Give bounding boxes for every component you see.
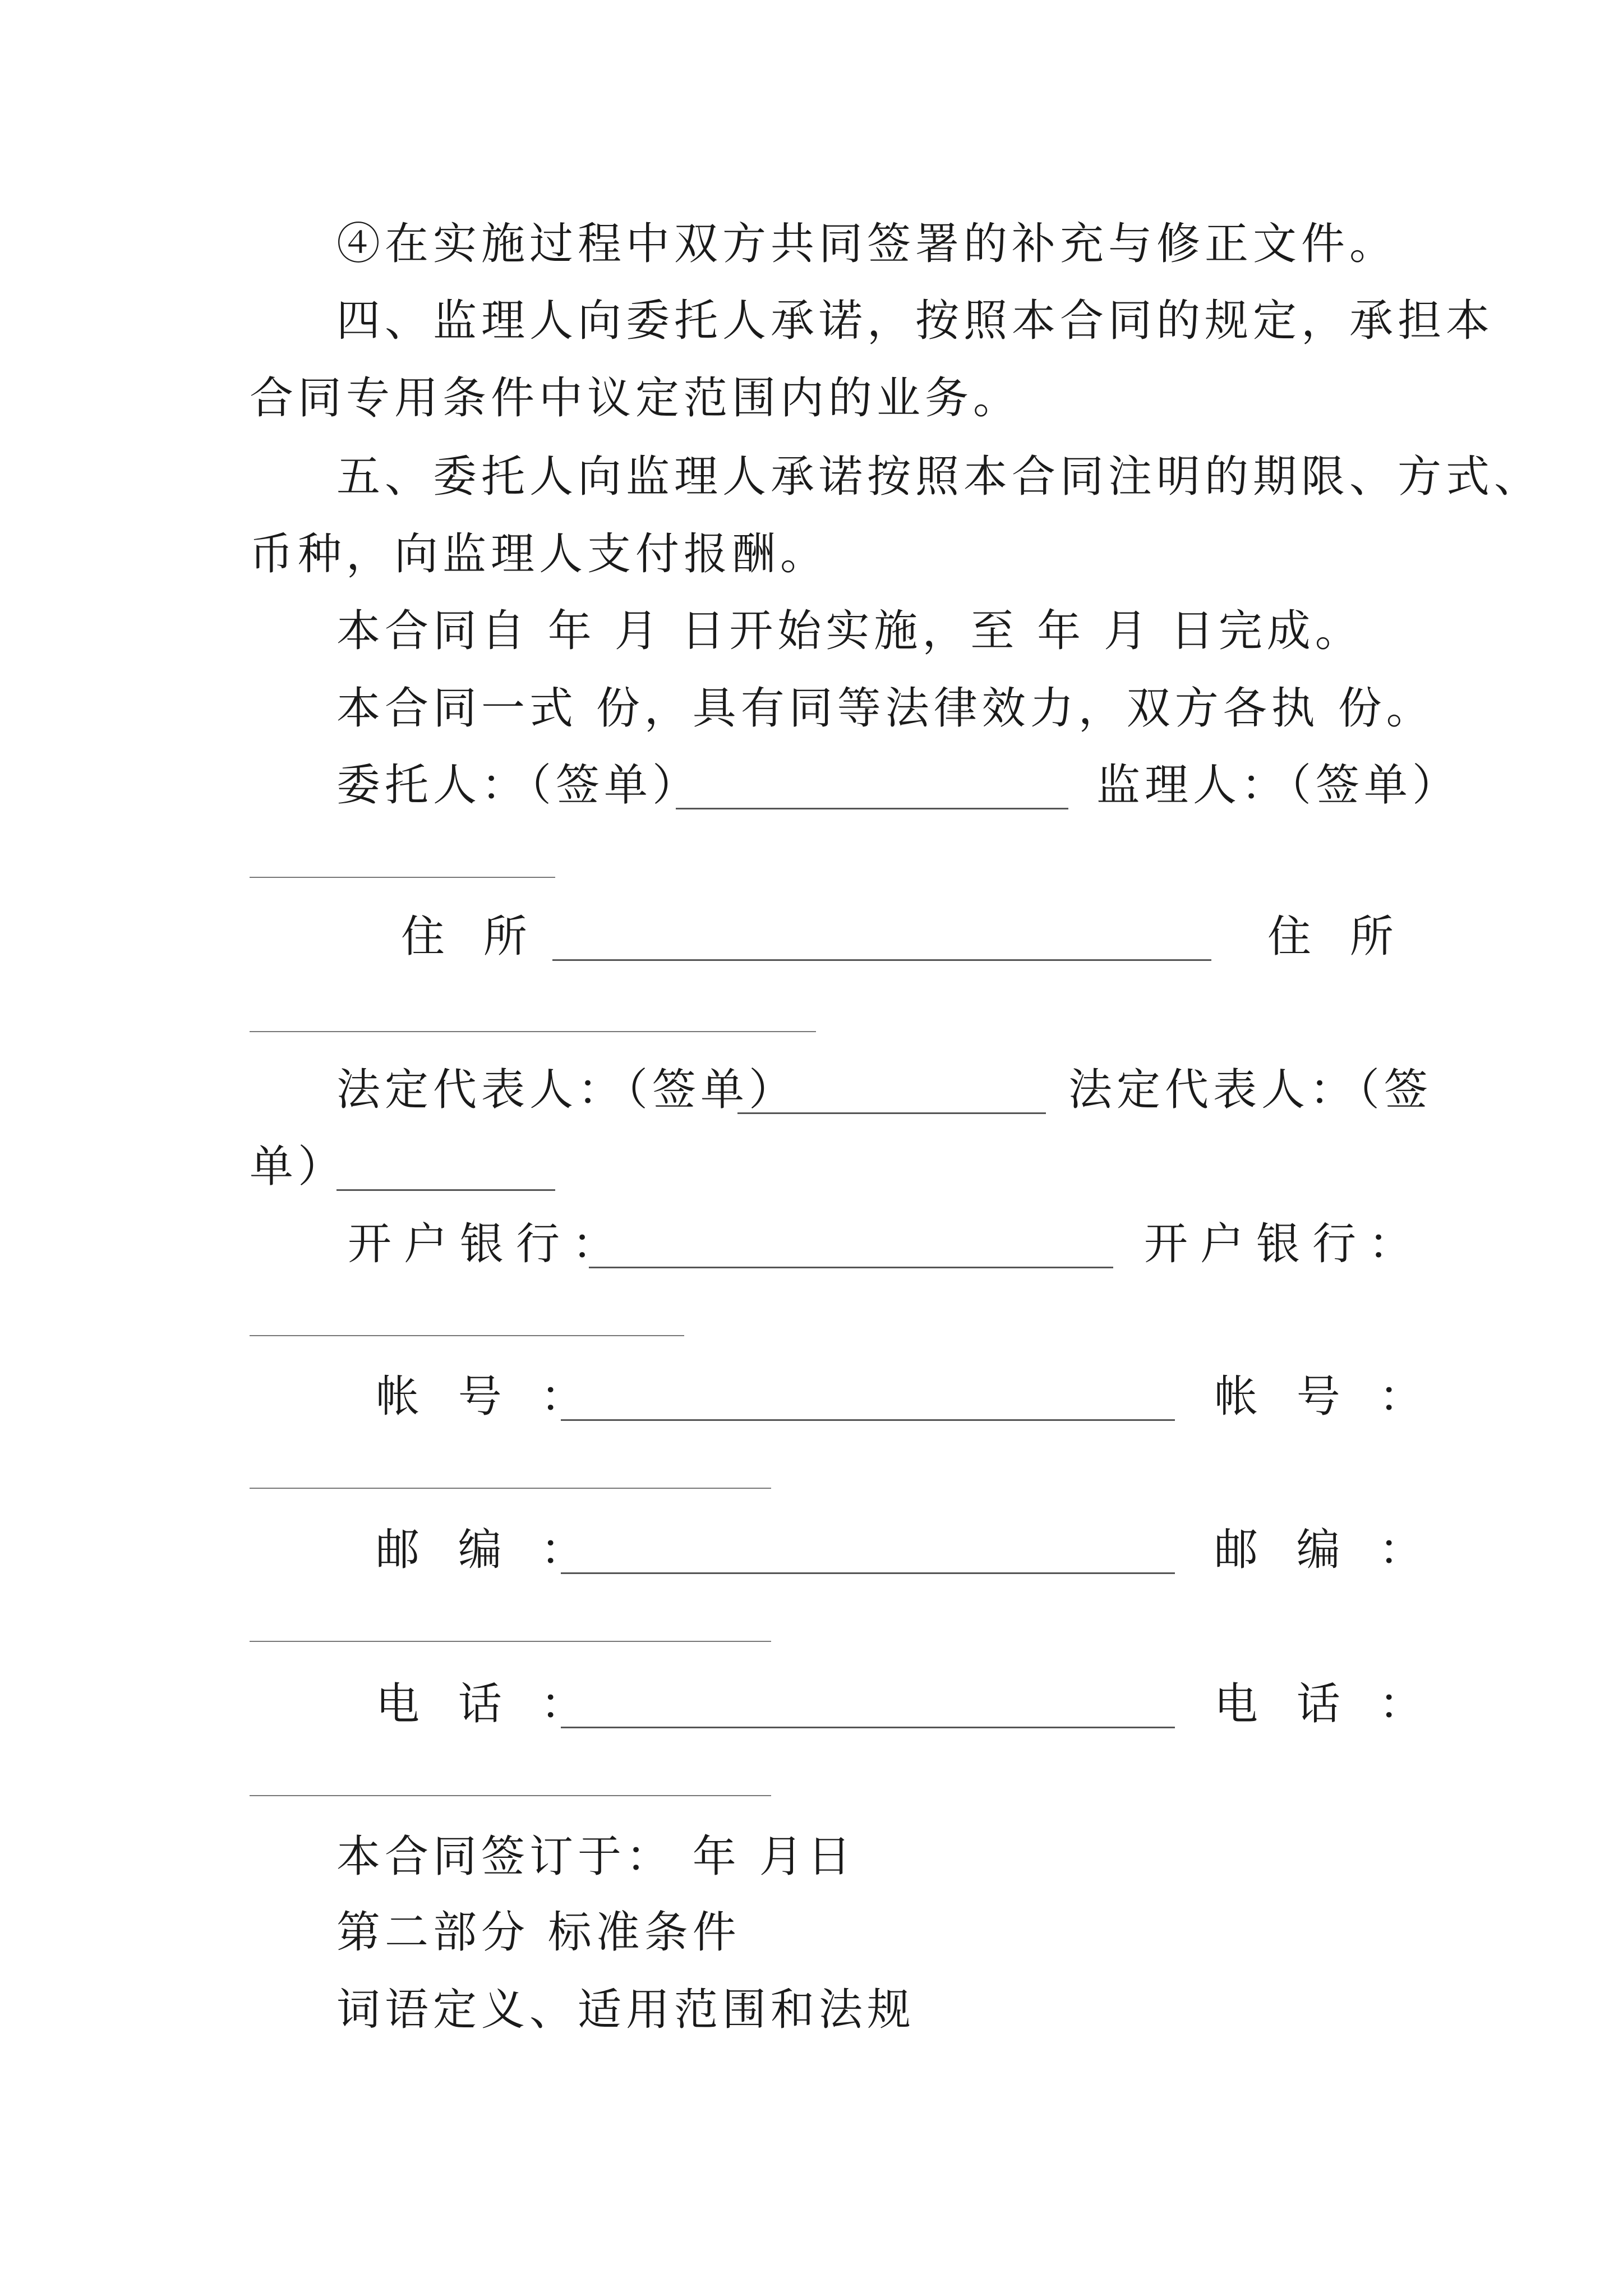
postcode-left-label: 邮 编 ： (376, 1525, 597, 1575)
clause-5-text-1: 五、委托人向监理人承诺按照本合同注明的期限、方式、 (336, 452, 1543, 502)
legal-rep-row-2 (0, 1139, 1623, 1195)
address-right-blank (250, 1031, 816, 1032)
legal-rep-right-blank (336, 1189, 555, 1191)
contract-copies-text: 本合同一式 份，具有同等法律效力，双方各执 份。 (336, 683, 1435, 734)
clause-item-4-text: ④在实施过程中双方共同签署的补充与修正文件。 (336, 219, 1398, 269)
bank-right-blank (250, 1335, 684, 1336)
address-left-label: 住 所 (401, 912, 540, 962)
phone-left-label: 电 话 ： (376, 1679, 597, 1729)
bank-left-label: 开户银行： (348, 1219, 629, 1269)
supervisor-sign-blank (250, 877, 555, 878)
phone-right-label: 电 话 ： (1214, 1679, 1435, 1729)
postcode-left-blank (561, 1572, 1175, 1574)
bank-left-blank (589, 1267, 1113, 1268)
postcode-right-label: 邮 编 ： (1214, 1525, 1435, 1575)
clause-item-4 (0, 216, 1623, 272)
account-row (0, 1369, 1623, 1425)
legal-rep-left-blank (737, 1112, 1046, 1114)
account-left-label: 帐 号 ： (376, 1372, 597, 1422)
clause-5-line-2 (0, 526, 1623, 582)
supervisor-sign-label: 监理人：（签单） (1096, 760, 1461, 811)
definitions-heading (0, 1982, 1623, 2038)
signature-row (0, 757, 1623, 813)
clause-4-text-2: 合同专用条件中议定范围内的业务。 (250, 373, 1022, 424)
phone-row (0, 1676, 1623, 1732)
clause-4-line-2 (0, 370, 1623, 426)
phone-right-blank (250, 1795, 771, 1796)
clause-5-line-1 (0, 449, 1623, 505)
part-two-heading (0, 1904, 1623, 1961)
contract-term-text: 本合同自 年 月 日开始实施，至 年 月 日完成。 (336, 606, 1363, 656)
address-right-label: 住 所 (1267, 912, 1406, 962)
address-row (0, 909, 1623, 965)
address-left-blank (552, 959, 1211, 961)
clause-4-line-1 (0, 293, 1623, 349)
legal-rep-right-label-2: 单） (250, 1142, 347, 1192)
postcode-row (0, 1522, 1623, 1578)
bank-right-label: 开户银行： (1144, 1219, 1425, 1269)
legal-rep-left-label: 法定代表人：（签单） (336, 1065, 797, 1115)
contract-term (0, 603, 1623, 659)
postcode-right-blank (250, 1641, 771, 1642)
client-sign-label: 委托人：（签单） (336, 760, 701, 811)
contract-copies (0, 680, 1623, 737)
bank-row (0, 1216, 1623, 1272)
account-right-label: 帐 号 ： (1214, 1372, 1435, 1422)
client-sign-blank (676, 808, 1068, 809)
part-two-text: 第二部分 标准条件 (336, 1907, 741, 1958)
signed-date-text: 本合同签订于： 年 月日 (336, 1832, 856, 1882)
legal-rep-row (0, 1062, 1623, 1118)
signed-date-row (0, 1829, 1623, 1885)
clause-4-text-1: 四、监理人向委托人承诺，按照本合同的规定，承担本 (336, 296, 1495, 346)
definitions-text: 词语定义、适用范围和法规 (336, 1985, 916, 2035)
account-left-blank (561, 1419, 1175, 1421)
clause-5-text-2: 币种，向监理人支付报酬。 (250, 529, 829, 579)
legal-rep-right-label: 法定代表人：（签 (1068, 1065, 1433, 1115)
phone-left-blank (561, 1727, 1175, 1728)
account-right-blank (250, 1488, 771, 1489)
